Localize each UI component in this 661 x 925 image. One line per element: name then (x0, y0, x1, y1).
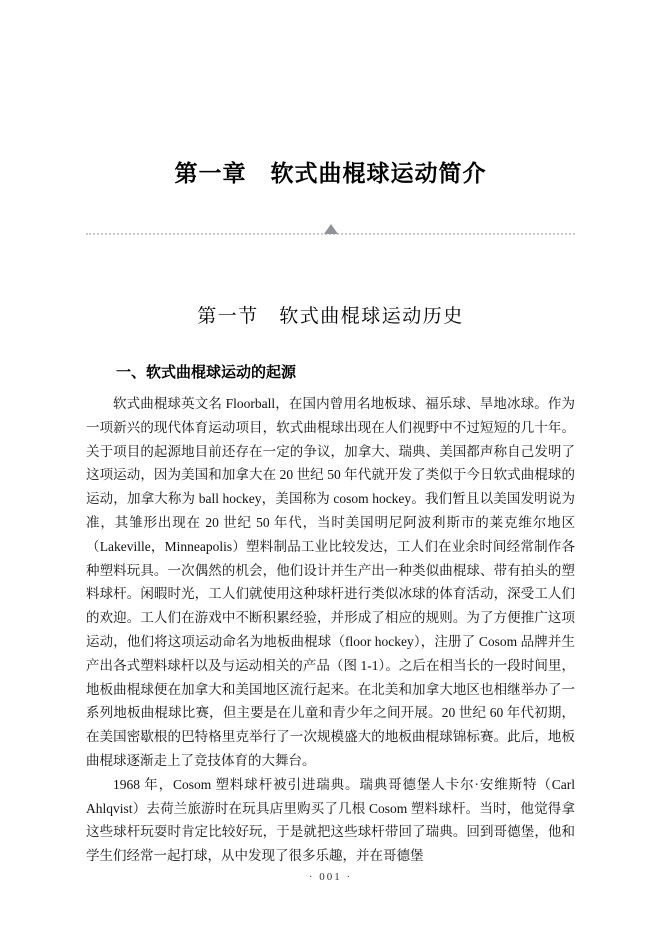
body-paragraph-2: 1968 年，Cosom 塑料球杆被引进瑞典。瑞典哥德堡人卡尔·安维斯特（Carl Ahlqvist）去荷兰旅游时在玩具店里购买了几根 Cosom 塑料球杆。当时，他觉得拿这些球杆玩耍时肯定比较好玩，于是就把这些球杆带回了瑞典。回到哥德堡，他和学生们经常一起打球，从中发现了很多乐趣，并在哥德堡 (86, 776, 575, 864)
page-number: · 001 · (308, 871, 353, 883)
subsection-heading: 一、软式曲棍球运动的起源 (116, 364, 297, 381)
page-content (86, 0, 575, 868)
chapter-divider (86, 224, 575, 236)
triangle-up-icon (324, 224, 338, 234)
section-title: 第一节 软式曲棍球运动历史 (197, 306, 464, 327)
body-paragraph-1: 软式曲棍球英文名 Floorball，在国内曾用名地板球、福乐球、旱地冰球。作为一项新兴的现代体育运动项目，软式曲棍球出现在人们视野中不过短短的几十年。关于项目的起源地目前还存在一定的争议，加拿大、瑞典、美国都声称自己发明了这项运动，因为美国和加拿大在 20 世纪 50 年代就开发了类似于今日软式曲棍球的运动，加拿大称为 ball hockey，美国称为 cosom hockey。我们暂且以美国发明说为准，其雏形出现在 20 世纪 50 年代，当时美国明尼阿波利斯市的莱克维尔地区（Lakeville，Minneapolis）塑料制品工业比较发达，工人们在业余时间经常制作各种塑料玩具。一次偶然的机会，他们设计并生产出一种类似曲棍球、带有拍头的塑料球杆。闲暇时光，工人们就使用这种球杆进行类似冰球的体育活动，深受工人们的欢迎。工人们在游戏中不断积累经验，并形成了相应的规则。为了方便推广这项运动，他们将这项运动命名为地板曲棍球（floor hockey），注册了 Cosom 品牌并生产出各式塑料球杆以及与运动相关的产品（图 1-1）。之后在相当长的一段时间里，地板曲棍球便在加拿大和美国地区流行起来。在北美和加拿大地区也相继举办了一系列地板曲棍球比赛，但主要是在儿童和青少年之间开展。20 世纪 60 年代初期，在美国密歇根的巴特格里克举行了一次规模盛大的地板曲棍球锦标赛。此后，地板曲棍球逐渐走上了竞技体育的大舞台。 (86, 396, 575, 768)
chapter-title: 第一章 软式曲棍球运动简介 (174, 160, 487, 186)
